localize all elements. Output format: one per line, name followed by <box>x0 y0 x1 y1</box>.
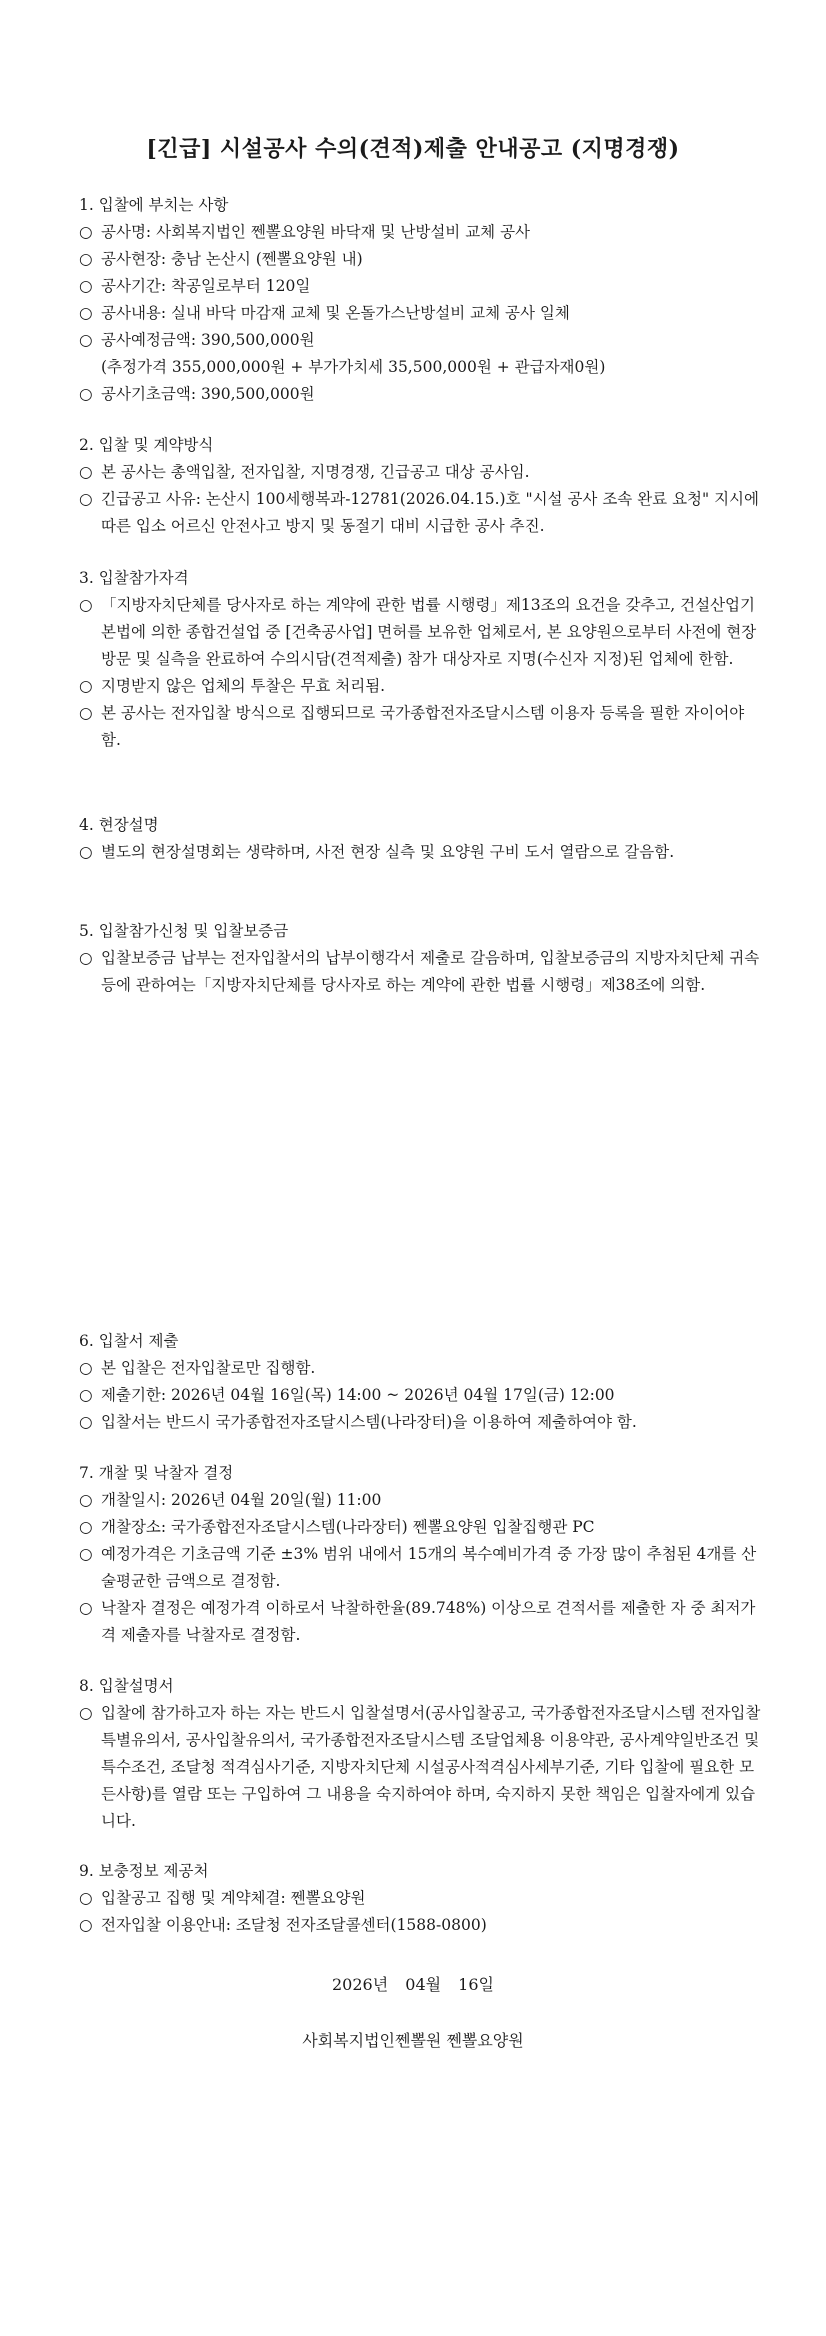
circle-bullet-icon: ○ <box>79 1386 93 1404</box>
item-text: 개찰장소: 국가종합전자조달시스템(나라장터) 쩬뽈요양원 입찰집행관 PC <box>101 1518 595 1536</box>
circle-bullet-icon: ○ <box>79 949 93 967</box>
circle-bullet-icon: ○ <box>79 1491 93 1509</box>
section-contract-method <box>79 432 764 540</box>
circle-bullet-icon: ○ <box>79 304 93 322</box>
list-item <box>79 1487 764 1514</box>
item-text: 입찰공고 집행 및 계약체결: 쩬뽈요양원 <box>101 1889 366 1907</box>
section-heading: 9. 보충정보 제공처 <box>79 1862 209 1880</box>
list-item <box>79 1514 764 1541</box>
section-bid-items <box>79 192 764 408</box>
list-item <box>79 300 764 327</box>
circle-bullet-icon: ○ <box>79 223 93 241</box>
item-text: 개찰일시: 2026년 04월 20일(월) 11:00 <box>101 1491 382 1509</box>
section-opening-award <box>79 1460 764 1649</box>
list-item <box>79 1700 764 1835</box>
section-heading: 8. 입찰설명서 <box>79 1677 174 1695</box>
circle-bullet-icon: ○ <box>79 490 93 508</box>
circle-bullet-icon: ○ <box>79 1889 93 1907</box>
section-site-briefing <box>79 812 764 866</box>
circle-bullet-icon: ○ <box>79 385 93 403</box>
item-text: 공사예정금액: 390,500,000원 <box>101 331 315 349</box>
list-item <box>79 1541 764 1595</box>
issuing-organization: 사회복지법인쩬뽈원 쩬뽈요양원 <box>302 2031 524 2050</box>
circle-bullet-icon: ○ <box>79 277 93 295</box>
list-item <box>79 592 764 673</box>
item-text: 공사내용: 실내 바닥 마감재 교체 및 온돌가스난방설비 교체 공사 일체 <box>101 304 570 322</box>
section-eligibility <box>79 565 764 754</box>
item-text: 공사기간: 착공일로부터 120일 <box>101 277 311 295</box>
circle-bullet-icon: ○ <box>79 1518 93 1536</box>
item-text: 본 공사는 전자입찰 방식으로 집행되므로 국가종합전자조달시스템 이용자 등록을 필한 자이어야 함. <box>101 704 745 749</box>
list-item <box>79 673 764 700</box>
section-heading: 1. 입찰에 부치는 사항 <box>79 196 229 214</box>
item-text: 공사기초금액: 390,500,000원 <box>101 385 315 403</box>
list-item <box>79 1595 764 1649</box>
circle-bullet-icon: ○ <box>79 1704 93 1722</box>
section-bid-manual <box>79 1673 764 1835</box>
section-heading: 4. 현장설명 <box>79 816 159 834</box>
list-item <box>79 1355 764 1382</box>
list-item <box>79 486 764 540</box>
circle-bullet-icon: ○ <box>79 331 93 349</box>
circle-bullet-icon: ○ <box>79 1545 93 1563</box>
item-text: 긴급공고 사유: 논산시 100세행복과-12781(2026.04.15.)호 "시설 공사 조속 완료 요청" 지시에 따른 입소 어르신 안전사고 방지 및 동절기 대비 시급한 공사 추진. <box>101 490 759 535</box>
item-text: 입찰보증금 납부는 전자입찰서의 납부이행각서 제출로 갈음하며, 입찰보증금의 지방자치단체 귀속 등에 관하여는「지방자치단체를 당사자로 하는 계약에 관한 법률 시행령」제38조에 의함. <box>101 949 760 994</box>
section-bid-deposit <box>79 918 764 999</box>
circle-bullet-icon: ○ <box>79 1413 93 1431</box>
list-item <box>79 1409 764 1436</box>
section-info-contact <box>79 1858 764 1939</box>
list-item <box>79 246 764 273</box>
circle-bullet-icon: ○ <box>79 843 93 861</box>
list-item <box>79 273 764 300</box>
list-item <box>79 459 764 486</box>
item-text: 공사현장: 충남 논산시 (쩬뽈요양원 내) <box>101 250 363 268</box>
item-text: 입찰서는 반드시 국가종합전자조달시스템(나라장터)을 이용하여 제출하여야 함. <box>101 1413 637 1431</box>
section-heading: 6. 입찰서 제출 <box>79 1332 179 1350</box>
list-item <box>79 381 764 408</box>
item-text: 공사명: 사회복지법인 쩬뽈요양원 바닥재 및 난방설비 교체 공사 <box>101 223 531 241</box>
item-text: 「지방자치단체를 당사자로 하는 계약에 관한 법률 시행령」제13조의 요건을 갖추고, 건설산업기본법에 의한 종합건설업 중 [건축공사업] 면허를 보유한 업체로서, 본 요양원으로부터 사전에 현장 방문 및 실측을 완료하여 수의시담(견적제출) 참가 대상자로 지명(수신자 지정)된 업체에 한함. <box>101 596 757 668</box>
price-breakdown: (추정가격 355,000,000원 + 부가가치세 35,500,000원 + 관급자재0원) <box>101 358 606 376</box>
list-item <box>79 1885 764 1912</box>
circle-bullet-icon: ○ <box>79 596 93 614</box>
section-heading: 2. 입찰 및 계약방식 <box>79 436 214 454</box>
notice-date: 2026년 04월 16일 <box>332 1975 494 1994</box>
list-item <box>79 219 764 246</box>
circle-bullet-icon: ○ <box>79 677 93 695</box>
item-text: 낙찰자 결정은 예정가격 이하로서 낙찰하한율(89.748%) 이상으로 견적서를 제출한 자 중 최저가격 제출자를 낙찰자로 결정함. <box>101 1599 756 1644</box>
section-heading: 5. 입찰참가신청 및 입찰보증금 <box>79 922 289 940</box>
circle-bullet-icon: ○ <box>79 704 93 722</box>
list-item <box>79 945 764 999</box>
circle-bullet-icon: ○ <box>79 1599 93 1617</box>
section-bid-submission <box>79 1328 764 1436</box>
item-text: 본 입찰은 전자입찰로만 집행함. <box>101 1359 316 1377</box>
circle-bullet-icon: ○ <box>79 463 93 481</box>
item-text: 별도의 현장설명회는 생략하며, 사전 현장 실측 및 요양원 구비 도서 열람으로 갈음함. <box>101 843 675 861</box>
circle-bullet-icon: ○ <box>79 250 93 268</box>
list-item <box>79 700 764 754</box>
circle-bullet-icon: ○ <box>79 1916 93 1934</box>
section-heading: 3. 입찰참가자격 <box>79 569 189 587</box>
item-text: 제출기한: 2026년 04월 16일(목) 14:00 ~ 2026년 04월 17일(금) 12:00 <box>101 1386 615 1404</box>
item-text: 전자입찰 이용안내: 조달청 전자조달콜센터(1588-0800) <box>101 1916 487 1934</box>
list-item <box>79 1382 764 1409</box>
list-item <box>79 839 764 866</box>
item-text: 예정가격은 기초금액 기준 ±3% 범위 내에서 15개의 복수예비가격 중 가장 많이 추첨된 4개를 산술평균한 금액으로 결정함. <box>101 1545 757 1590</box>
list-item <box>79 327 764 354</box>
circle-bullet-icon: ○ <box>79 1359 93 1377</box>
item-text: 지명받지 않은 업체의 투찰은 무효 처리됨. <box>101 677 386 695</box>
section-heading: 7. 개찰 및 낙찰자 결정 <box>79 1464 234 1482</box>
notice-title: [긴급] 시설공사 수의(견적)제출 안내공고 (지명경쟁) <box>146 136 680 162</box>
item-text: 입찰에 참가하고자 하는 자는 반드시 입찰설명서(공사입찰공고, 국가종합전자조달시스템 전자입찰특별유의서, 공사입찰유의서, 국가종합전자조달시스템 조달업체용 이용약관, 공사계약일반조건 및 특수조건, 조달청 적격심사기준, 지방자치단체 시설공사적격심사세부기준, 기타 입찰에 필요한 모든사항)를 열람 또는 구입하여 그 내용을 숙지하여야 하며, 숙지하지 못한 책임은 입찰자에게 있습니다. <box>101 1704 761 1830</box>
list-item <box>79 1912 764 1939</box>
item-text: 본 공사는 총액입찰, 전자입찰, 지명경쟁, 긴급공고 대상 공사임. <box>101 463 530 481</box>
